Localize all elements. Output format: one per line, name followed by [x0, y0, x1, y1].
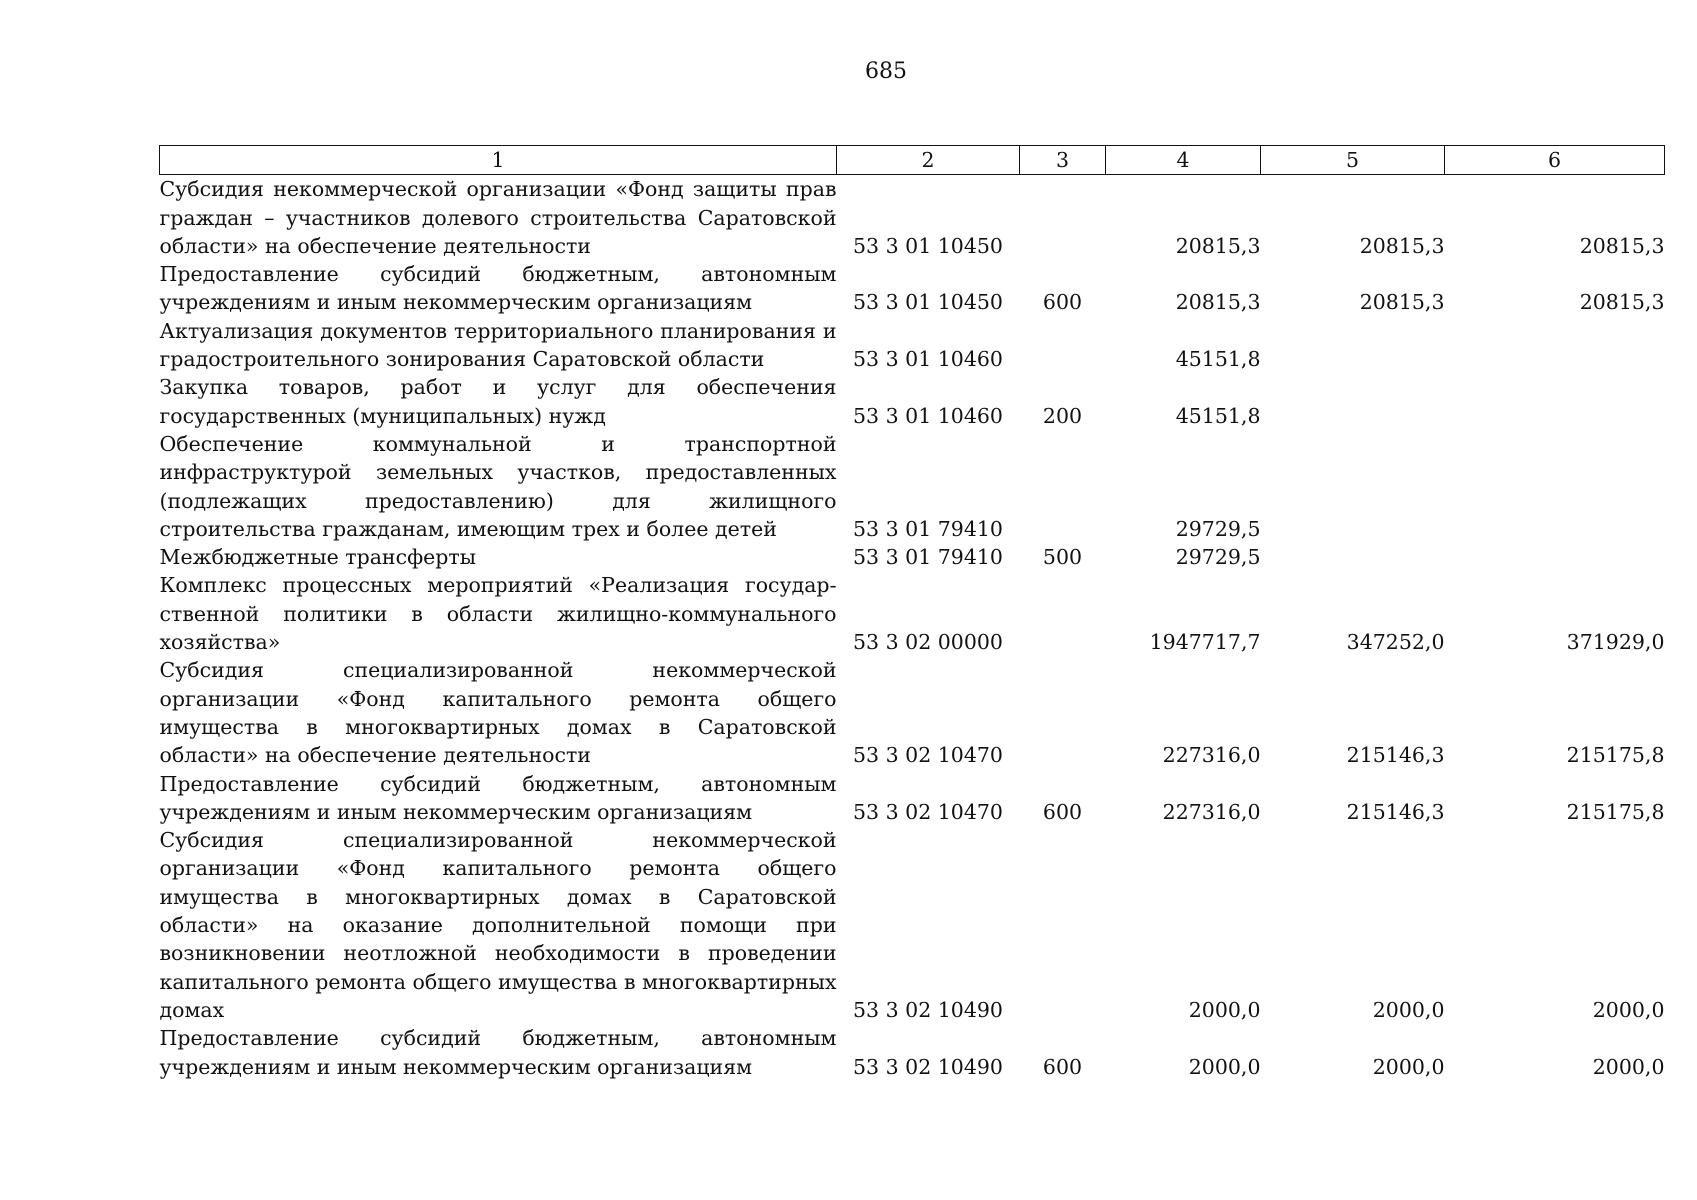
row-value-col6: 215175,8: [1566, 799, 1665, 824]
row-type-cell: 600: [1042, 1054, 1083, 1079]
row-value-col6: 215175,8: [1566, 743, 1665, 768]
column-header-3: 3: [1020, 146, 1106, 175]
table-row: [160, 430, 1665, 543]
row-type-cell: [1020, 175, 1106, 260]
budget-table: [159, 145, 1665, 1081]
row-value-col5: 2000,0: [1372, 997, 1445, 1022]
row-type-cell: [1020, 317, 1106, 374]
table-row: [160, 543, 1665, 571]
row-name-cell: [160, 826, 837, 1024]
row-value-col6: [1445, 543, 1665, 571]
row-value-col4: 20815,3: [1175, 290, 1261, 315]
row-value-col4: 45151,8: [1175, 403, 1261, 428]
row-type-cell: [1020, 656, 1106, 769]
row-value-col6: 371929,0: [1566, 630, 1665, 655]
row-value-col6: 2000,0: [1592, 1054, 1665, 1079]
table-row: [160, 175, 1665, 260]
row-name-text: Закупка товаров, работ и услуг для обеспечения государственных (муниципальных) нужд: [159, 375, 837, 428]
column-header-4: 4: [1106, 146, 1261, 175]
row-name-cell: [160, 260, 837, 317]
row-name-cell: [160, 317, 837, 374]
row-type-cell: 600: [1042, 290, 1083, 315]
row-code-cell: 53 3 02 10470: [853, 743, 1003, 768]
row-value-col4: 2000,0: [1188, 997, 1261, 1022]
row-name-text: Субсидия некоммерческой организации «Фонд защиты прав граждан – участников долевого строительства Саратовской области» на обеспечение деятельности: [159, 177, 837, 258]
column-header-6: 6: [1445, 146, 1665, 175]
row-code-cell: 53 3 01 79410: [853, 545, 1003, 570]
table-row: [160, 826, 1665, 1024]
row-name-text: Комплекс процессных мероприятий «Реализация государственной политики в области жилищно-коммунального хозяйства»: [159, 573, 837, 655]
column-header-2: 2: [837, 146, 1020, 175]
row-type-cell: 600: [1042, 799, 1083, 824]
row-name-text: Предоставление субсидий бюджетным, автономным учреждениям и иным некоммерческим организациям: [159, 1026, 837, 1079]
row-code-cell: 53 3 02 10490: [853, 1054, 1003, 1079]
row-name-text: Межбюджетные трансферты: [159, 545, 477, 570]
row-value-col5: 215146,3: [1346, 799, 1445, 824]
row-type-cell: 500: [1042, 545, 1083, 570]
row-value-col5: [1261, 430, 1445, 543]
row-value-col5: [1261, 317, 1445, 374]
row-name-text: Субсидия специализированной некоммерческой организации «Фонд капитального ремонта общего имущества в многоквартирных домах в Саратовской области» на обеспечение деятельности: [159, 658, 837, 768]
row-name-cell: [160, 1024, 837, 1081]
row-value-col6: 2000,0: [1592, 997, 1665, 1022]
row-code-cell: 53 3 01 10450: [853, 233, 1003, 258]
table-row: [160, 260, 1665, 317]
row-value-col5: 20815,3: [1359, 233, 1445, 258]
row-name-cell: [160, 656, 837, 769]
row-value-col4: 29729,5: [1175, 545, 1261, 570]
row-name-cell: [160, 175, 837, 260]
row-name-cell: [160, 770, 837, 827]
row-value-col4: 29729,5: [1175, 516, 1261, 541]
row-name-cell: [160, 571, 837, 656]
table-row: [160, 656, 1665, 769]
row-value-col5: 347252,0: [1346, 630, 1445, 655]
row-value-col6: [1445, 430, 1665, 543]
row-name-text: Субсидия специализированной некоммерческой организации «Фонд капитального ремонта общего имущества в многоквартирных домах в Саратовской области» на оказание дополнительной помощи при возникновении неотложной необходимости в проведении капитального ремонта общего имущества в многоквартирных домах: [159, 828, 837, 1022]
row-name-cell: [160, 543, 837, 571]
row-name-text: Предоставление субсидий бюджетным, автономным учреждениям и иным некоммерческим организациям: [159, 262, 837, 315]
table-row: [160, 373, 1665, 430]
table-row: [160, 770, 1665, 827]
row-code-cell: 53 3 01 10450: [853, 290, 1003, 315]
column-header-5: 5: [1261, 146, 1445, 175]
table-header-row: [160, 146, 1665, 175]
row-code-cell: 53 3 02 10490: [853, 997, 1003, 1022]
row-value-col4: 227316,0: [1162, 743, 1261, 768]
row-code-cell: 53 3 02 10470: [853, 799, 1003, 824]
row-value-col5: [1261, 373, 1445, 430]
column-header-1: 1: [160, 146, 837, 175]
row-value-col6: 20815,3: [1579, 233, 1665, 258]
row-code-cell: 53 3 01 10460: [853, 347, 1003, 372]
row-name-text: Обеспечение коммунальной и транспортной инфраструктурой земельных участков, предоставленных (подлежащих предоставлению) для жилищного строительства гражданам, имеющим трех и более детей: [159, 431, 837, 541]
row-type-cell: 200: [1042, 403, 1083, 428]
row-value-col6: [1445, 373, 1665, 430]
row-name-text: Предоставление субсидий бюджетным, автономным учреждениям и иным некоммерческим организациям: [159, 771, 837, 824]
page-number: 685: [865, 59, 907, 84]
row-value-col4: 2000,0: [1188, 1054, 1261, 1079]
row-value-col6: 20815,3: [1579, 290, 1665, 315]
table-row: [160, 571, 1665, 656]
row-value-col4: 45151,8: [1175, 347, 1261, 372]
row-value-col4: 1947717,7: [1149, 630, 1261, 655]
row-value-col4: 20815,3: [1175, 233, 1261, 258]
table-row: [160, 1024, 1665, 1081]
row-value-col5: 215146,3: [1346, 743, 1445, 768]
table-row: [160, 317, 1665, 374]
row-value-col5: [1261, 543, 1445, 571]
row-name-text: Актуализация документов территориального планирования и градостроительного зонирования Саратовской области: [159, 318, 837, 372]
row-name-cell: [160, 430, 837, 543]
row-value-col6: [1445, 317, 1665, 374]
row-type-cell: [1020, 826, 1106, 1024]
row-code-cell: 53 3 01 10460: [853, 403, 1003, 428]
row-value-col5: 20815,3: [1359, 290, 1445, 315]
row-name-cell: [160, 373, 837, 430]
row-type-cell: [1020, 571, 1106, 656]
row-type-cell: [1020, 430, 1106, 543]
row-code-cell: 53 3 02 00000: [853, 630, 1003, 655]
row-value-col5: 2000,0: [1372, 1054, 1445, 1079]
row-value-col4: 227316,0: [1162, 799, 1261, 824]
row-code-cell: 53 3 01 79410: [853, 516, 1003, 541]
